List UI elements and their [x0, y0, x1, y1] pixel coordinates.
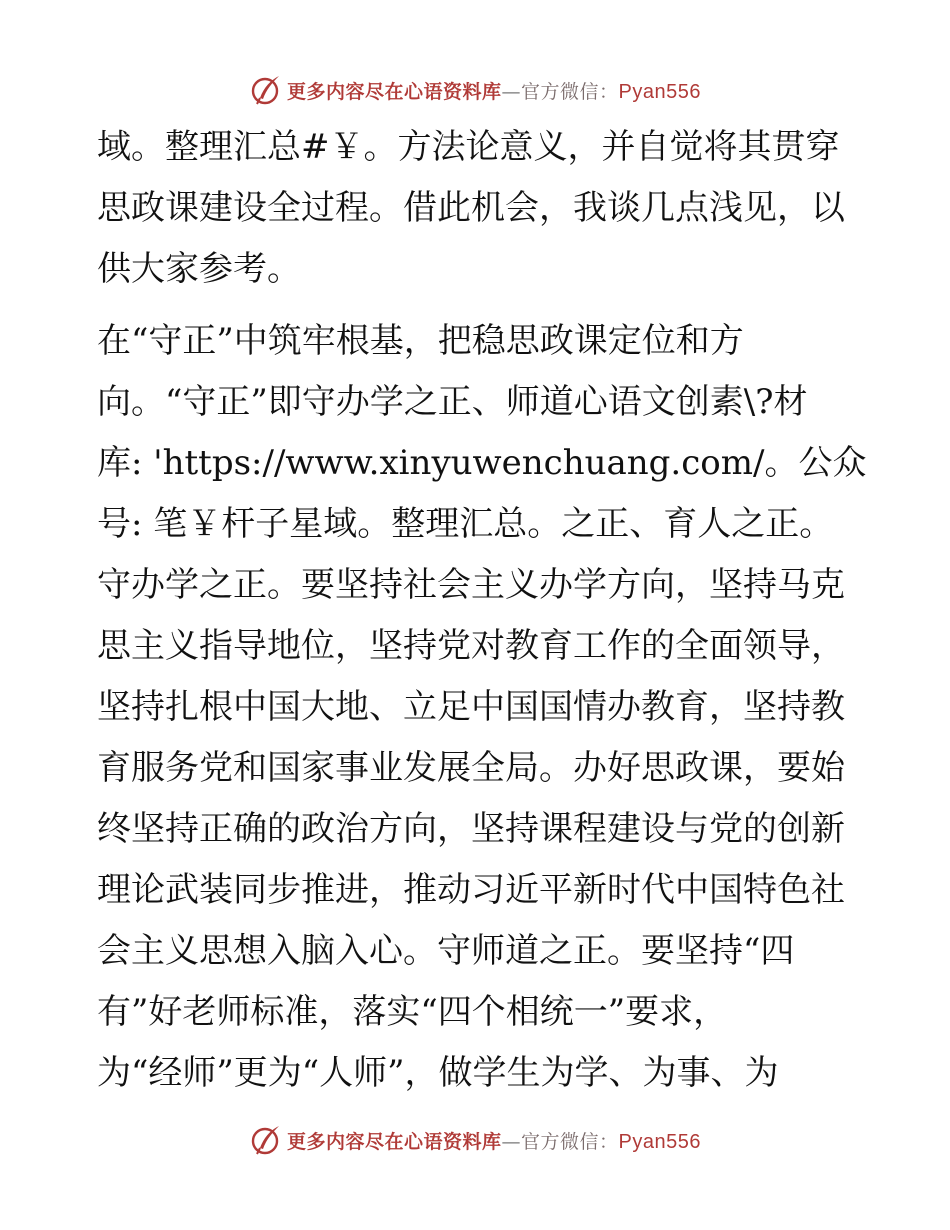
banner-wechat-id: Pyan556 — [618, 80, 701, 103]
header-banner — [0, 70, 950, 110]
paragraph-1 — [97, 117, 857, 300]
text-line: 理论武装同步推进，推动习近平新时代中国特色社 — [97, 870, 845, 910]
banner-text — [287, 1127, 701, 1154]
text-line: 会主义思想入脑入心。守师道之正。要坚持“四 — [97, 931, 795, 971]
text-line: 向。“守正”即守办学之正、师道心语文创素\?材 — [97, 382, 808, 422]
banner-separator: — — [501, 1130, 522, 1153]
text-line: 坚持扎根中国大地、立足中国国情办教育，坚持教 — [97, 687, 845, 727]
document-body — [97, 117, 867, 1104]
banner-main-text: 更多内容尽在心语资料库 — [287, 1130, 502, 1153]
banner-text — [287, 77, 701, 104]
footer-banner — [0, 1120, 950, 1160]
text-line: 域。整理汇总#￥。方法论意义，并自觉将其贯穿 — [97, 127, 840, 167]
banner-wechat-id: Pyan556 — [618, 1130, 701, 1153]
banner-separator: — — [501, 80, 522, 103]
text-line: 号: 笔￥杆子星域。整理汇总。之正、育人之正。 — [97, 504, 834, 544]
text-line: 有”好老师标准，落实“四个相统一”要求， — [97, 992, 728, 1032]
text-line: 库: 'https://www.xinyuwenchuang.com/。公众 — [97, 443, 867, 483]
banner-wechat-label: 官方微信： — [521, 80, 619, 103]
quill-logo-icon — [249, 1123, 283, 1157]
text-line: 终坚持正确的政治方向，坚持课程建设与党的创新 — [97, 809, 845, 849]
quill-logo-icon — [249, 73, 283, 107]
paragraph-2 — [97, 311, 867, 1104]
text-line: 供大家参考。 — [97, 249, 301, 289]
text-line: 思政课建设全过程。借此机会，我谈几点浅见，以 — [97, 188, 845, 228]
text-line: 育服务党和国家事业发展全局。办好思政课，要始 — [97, 748, 845, 788]
text-line: 思主义指导地位，坚持党对教育工作的全面领导， — [97, 626, 845, 666]
text-line: 守办学之正。要坚持社会主义办学方向，坚持马克 — [97, 565, 845, 605]
text-line: 在“守正”中筑牢根基，把稳思政课定位和方 — [97, 321, 744, 361]
banner-main-text: 更多内容尽在心语资料库 — [287, 80, 502, 103]
banner-wechat-label: 官方微信： — [521, 1130, 619, 1153]
text-line: 为“经师”更为“人师”，做学生为学、为事、为 — [97, 1053, 779, 1093]
